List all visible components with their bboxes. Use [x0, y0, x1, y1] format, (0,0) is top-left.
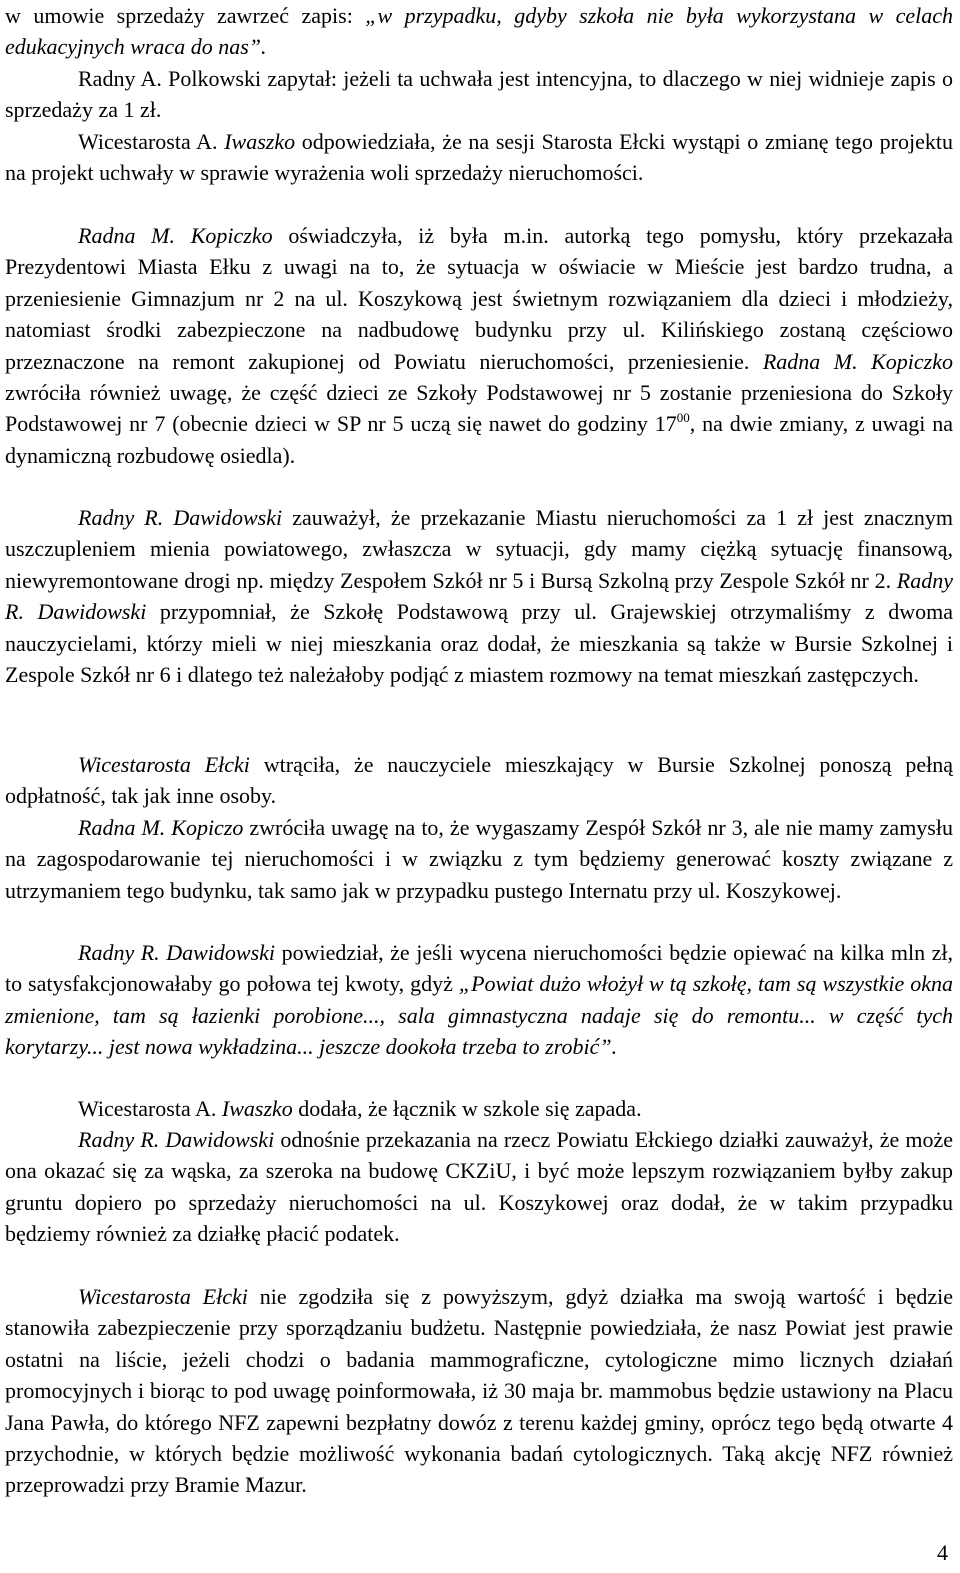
- italic-text: Wicestarosta Ełcki: [78, 752, 250, 777]
- text-run: wtrąciła, że nauczyciele mieszkający w Bursie Szkolnej ponoszą pełną odpłatność, tak jak inne osoby.: [5, 752, 953, 809]
- italic-text: Radna M. Kopiczko: [762, 348, 953, 374]
- text-run: , na dwie zmiany, z uwagi na dynamiczną rozbudowę osiedla).: [5, 411, 953, 468]
- italic-text: Iwaszko: [224, 129, 296, 154]
- text-run: Wicestarosta A.: [78, 1096, 222, 1121]
- italic-text: Radny R. Dawidowski: [78, 940, 276, 965]
- superscript-text: 00: [676, 410, 690, 426]
- paragraph-contract-clause: [5, 0, 953, 63]
- italic-text: Radna M. Kopiczo: [78, 815, 244, 840]
- italic-text: Radny R. Dawidowski: [78, 1127, 275, 1152]
- text-run: zauważył, że przekazanie Miastu nieruchomości za 1 zł jest znacznym uszczupleniem mienia powiatowego, zwłaszcza w sytuacji, gdy mamy ciężką sytuację finansową, niewyremontowane drogi np. między Zespołem Szkół nr 5 i Bursą Szkolną przy Zespole Szkół nr 2.: [5, 505, 954, 593]
- italic-text: Iwaszko: [221, 1096, 293, 1121]
- text-run: odpowiedziała, że na sesji Starosta Ełcki wystąpi o zmianę tego projektu na projekt uchwały w sprawie wyrażenia woli sprzedaży nieruchomości.: [5, 129, 953, 186]
- text-run: w umowie sprzedaży zawrzeć zapis:: [5, 3, 366, 28]
- paragraph-iwaszko-connector: [5, 1093, 953, 1124]
- text-run: Wicestarosta A.: [78, 129, 225, 154]
- text-run: odnośnie przekazania na rzecz Powiatu Ełckiego działki zauważył, że może ona okazać się za wąska, za szeroka na budowę CKZiU, i być może lepszym rozwiązaniem byłby zakup gruntu dopiero po sprzedaży nieruchomości na ul. Koszykowej oraz dodał, że w takim przypadku będziemy również za działkę płacić podatek.: [5, 1127, 953, 1247]
- paragraph-dawidowski-plot: [5, 1124, 953, 1250]
- paragraph-polkowski-question: [5, 63, 953, 126]
- text-run: nie zgodziła się z powyższym, gdyż działka ma swoją wartość i będzie stanowiła zabezpieczenie przy sporządzaniu budżetu. Następnie powiedziała, że nasz Powiat jest prawie ostatni na liście, jeżeli chodzi o badania mammograficzne, cytologiczne mimo licznych działań promocyjnych i biorąc to pod uwagę poinformowała, iż 30 maja br. mammobus będzie ustawiony na Placu Jana Pawła, do którego NFZ zapewni bezpłatny dowóz z terenu każdej gminy, oprócz tego będą otwarte 4 przychodnie, w których będzie możliwość wykonania badań cytologicznych. Taką akcję NFZ również przeprowadzi przy Bramie Mazur.: [5, 1284, 953, 1498]
- text-run: przypomniał, że Szkołę Podstawową przy ul. Grajewskiej otrzymaliśmy z dwoma nauczycielami, którzy mieli w niej mieszkania oraz dodał, że mieszkania są także w Bursie Szkolnej i Zespole Szkół nr 6 i dlatego też należałoby podjąć z miastem rozmowy na temat mieszkań zastępczych.: [5, 599, 953, 688]
- paragraph-kopiczo-remark: [5, 812, 953, 906]
- text-run: Radny A. Polkowski zapytał: jeżeli ta uchwała jest intencyjna, to dlaczego w niej widnieje zapis o sprzedaży za 1 zł.: [5, 66, 953, 123]
- italic-text: Wicestarosta Ełcki: [78, 1284, 248, 1309]
- paragraph-kopiczko-statement: [5, 220, 953, 471]
- paragraph-wicestarosta-reply: [5, 1281, 953, 1501]
- paragraph-dawidowski-valuation: [5, 937, 953, 1063]
- text-run: zwróciła również uwagę, że część dzieci ze Szkoły Podstawowej nr 5 zostanie przeniesiona do Szkoły Podstawowej nr 7 (obecnie dzieci w SP nr 5 uczą się nawet do godziny 17: [5, 380, 953, 437]
- paragraph-iwaszko-answer: [5, 126, 953, 189]
- paragraph-dawidowski-remark: [5, 502, 953, 690]
- text-run: zwróciła uwagę na to, że wygaszamy Zespół Szkół nr 3, ale nie mamy zamysłu na zagospodarowanie tej nieruchomości i w związku z tym będziemy generować koszty związane z utrzymaniem tego budynku, tak samo jak w przypadku pustego Internatu przy ul. Koszykowej.: [5, 815, 953, 903]
- italic-text: Radny R. Dawidowski: [78, 505, 283, 530]
- italic-text: Radna M. Kopiczko: [78, 223, 273, 248]
- page-number: 4: [937, 1540, 948, 1565]
- italic-text: „w przypadku, gdyby szkoła nie była wykorzystana w celach edukacyjnych wraca do nas”.: [5, 3, 953, 60]
- text-run: powiedział, że jeśli wycena nieruchomości będzie opiewać na kilka mln zł, to satysfakcjonowałaby go połowa tej kwoty, gdyż: [5, 940, 954, 997]
- italic-text: „Powiat dużo włożył w tą szkołę, tam są wszystkie okna zmienione, tam są łazienki porobione..., sala gimnastyczna nadaje się do remontu... w część tych korytarzy... jest nowa wykładzina... jeszcze dookoła trzeba to zrobić”.: [5, 971, 953, 1060]
- paragraph-wicestarosta-interjection: [5, 749, 953, 812]
- italic-text: Radny R. Dawidowski: [5, 567, 953, 625]
- text-run: oświadczyła, iż była m.in. autorką tego pomysłu, który przekazała Prezydentowi Miasta Ełku z uwagi na to, że sytuacja w oświacie w Mieście jest bardzo trudna, a przeniesienie Gimnazjum nr 2 na ul. Koszykową jest świetnym rozwiązaniem dla dzieci i młodzieży, natomiast środki zabezpieczone na nadbudowę budynku przy ul. Kilińskiego zostaną częściowo przeznaczone na remont zakupionej od Powiatu nieruchomości, przeniesienie.: [5, 223, 953, 374]
- text-run: dodała, że łącznik w szkole się zapada.: [292, 1096, 642, 1121]
